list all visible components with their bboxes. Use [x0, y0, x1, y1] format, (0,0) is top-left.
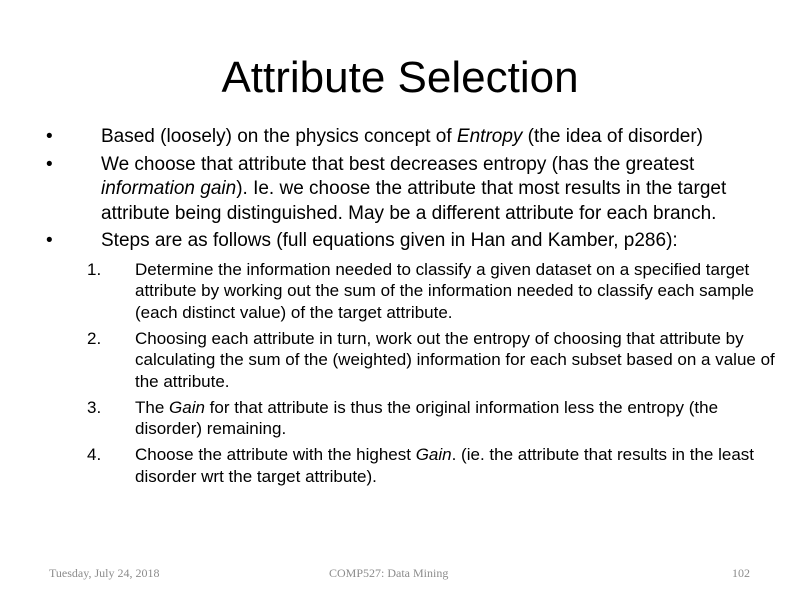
step-text: Choosing each attribute in turn, work out the entropy of choosing that attribute by calculating the sum of the (weighted) information for each subset based on a value of the attribute. — [135, 328, 775, 391]
step-number: 3. — [87, 397, 102, 417]
step-number: 2. — [87, 328, 102, 348]
step-text-italic: Gain — [415, 445, 452, 464]
footer-course: COMP527: Data Mining — [329, 566, 449, 580]
step-number: 1. — [87, 259, 102, 279]
step-text: Determine the information needed to classify a given dataset on a specified target attribute by working out the sum of the information needed to classify each sample (each distinct value) of the target attribute. — [135, 259, 754, 322]
bullet-text: Based (loosely) on the physics concept of — [101, 126, 457, 147]
bullet-list — [0, 125, 800, 492]
step-text-italic: Gain — [169, 397, 205, 417]
step-text: The — [135, 397, 170, 417]
step-text: for that attribute is thus the original information less the entropy (the disorder) remaining. — [135, 397, 719, 438]
slide-title: Attribute Selection — [221, 53, 579, 102]
bullet-item-steps — [0, 229, 800, 487]
bullet-marker: • — [46, 153, 53, 175]
bullet-text: (the idea of disorder) — [522, 126, 703, 147]
step-item-1 — [0, 259, 776, 324]
bullet-item-information-gain — [0, 153, 800, 227]
bullet-marker: • — [46, 230, 53, 251]
step-item-2 — [0, 328, 776, 393]
bullet-text: ). Ie. we choose the attribute that most results in the target attribute being distinguished. May be a different attribute for each branch. — [101, 178, 727, 224]
bullet-item-entropy — [0, 125, 800, 150]
bullet-marker: • — [46, 126, 53, 147]
step-number: 4. — [87, 445, 102, 464]
step-item-4 — [0, 444, 776, 487]
bullet-text-italic: information gain — [101, 178, 237, 199]
footer-date: Tuesday, July 24, 2018 — [49, 566, 160, 580]
bullet-text: Steps are as follows (full equations given in Han and Kamber, p286): — [101, 230, 678, 251]
step-text: Choose the attribute with the highest — [135, 445, 416, 464]
bullet-text: We choose that attribute that best decreases entropy (has the greatest — [101, 153, 695, 175]
footer-page-number: 102 — [732, 566, 750, 580]
step-list — [87, 259, 776, 488]
step-text: . (ie. the attribute that results in the least disorder wrt the target attribute). — [135, 445, 754, 486]
step-item-3 — [0, 397, 776, 440]
bullet-text-italic: Entropy — [456, 126, 523, 147]
